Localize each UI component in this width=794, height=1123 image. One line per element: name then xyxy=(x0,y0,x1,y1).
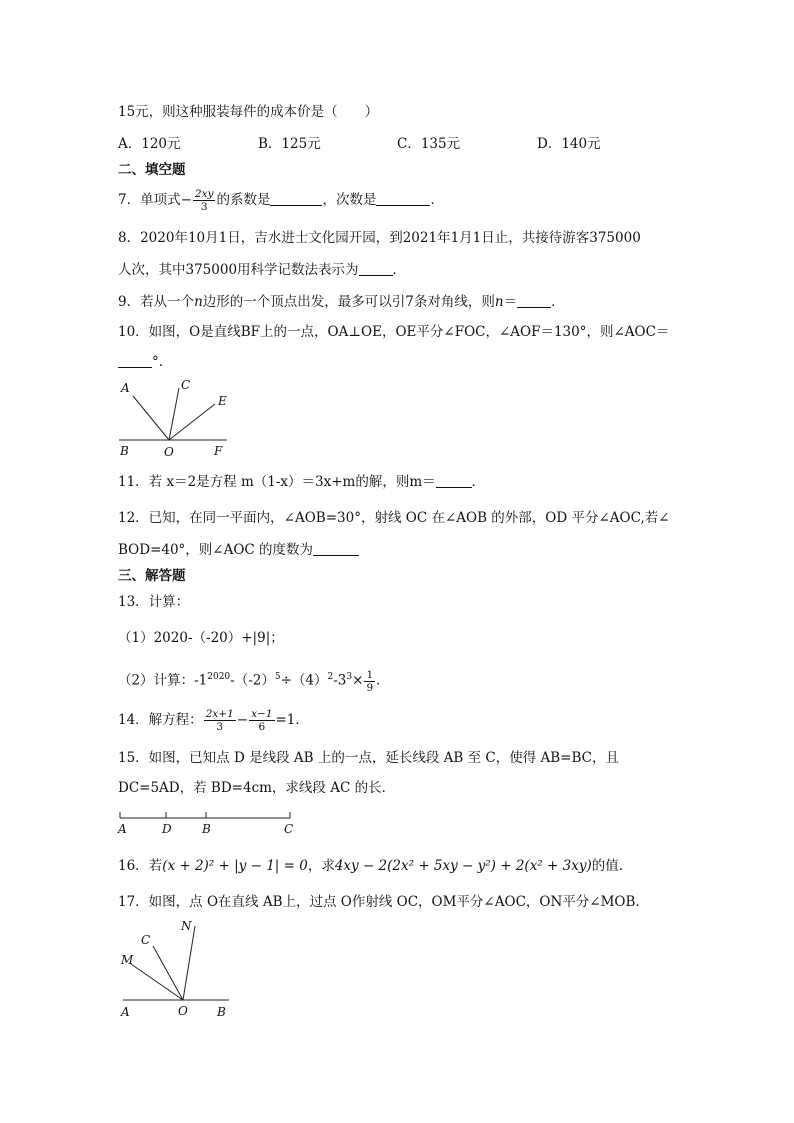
q9-blank xyxy=(517,293,551,308)
q10-ray-oa xyxy=(133,396,169,440)
q17-label-c: C xyxy=(141,933,151,947)
q7-prefix: 7．单项式− xyxy=(118,192,192,208)
question-8-line2 xyxy=(118,260,406,280)
q13-sup1: 2020 xyxy=(207,672,231,682)
q11-end: ． xyxy=(471,474,486,490)
q10-line1: 10．如图，O是直线BF上的一点，OA⊥OE，OE平分∠FOC，∠AOF＝130°，则∠AOC＝ xyxy=(118,324,670,340)
q17-ray-on xyxy=(183,926,195,1000)
q6-option-d: D．140元 xyxy=(537,136,601,152)
question-7 xyxy=(118,188,444,213)
q9-b: 边形的一个顶点出发，最多可以引7条对角线，则 xyxy=(202,294,495,310)
question-13-part2 xyxy=(118,667,390,694)
q16-target-expr: 4xy − 2(2x² + 5xy − y²) + 2(x² + 3xy) xyxy=(334,858,592,874)
q14-f2-den: 6 xyxy=(258,721,266,733)
q13-part2-c: ÷（4） xyxy=(280,672,328,689)
q10-blank xyxy=(118,353,152,368)
question-12-line2 xyxy=(118,540,359,560)
q10-label-e: E xyxy=(218,394,227,408)
q15-label-a: A xyxy=(118,822,127,836)
q6-option-b: B．125元 xyxy=(258,136,321,152)
q7-mid: 的系数是 xyxy=(216,192,271,208)
question-16 xyxy=(118,856,632,876)
q13-sup2: 5 xyxy=(274,672,281,682)
q13-sup3: 2 xyxy=(327,672,334,682)
q11-blank xyxy=(436,473,472,488)
q9-a: 9．若从一个 xyxy=(118,294,195,310)
q17-label-o: O xyxy=(178,1004,188,1018)
q17-ray-om xyxy=(131,964,183,1000)
q10-figure xyxy=(115,376,235,460)
q8-blank xyxy=(359,261,393,276)
q14-minus: − xyxy=(236,712,249,728)
q10-label-b: B xyxy=(120,444,129,458)
q14-prefix: 14．解方程： xyxy=(118,712,203,728)
question-10-line2 xyxy=(118,352,172,372)
q10-label-c: C xyxy=(181,378,191,392)
q10-ray-oe xyxy=(169,404,215,440)
q13-sup4: 3 xyxy=(346,672,353,682)
q13-frac-den: 9 xyxy=(366,681,374,694)
q8-line1: 8．2020年10月1日，吉水进士文化园开园，到2021年1月1日止，共接待游客375000 xyxy=(118,230,641,246)
section-heading-fill-in: 二、填空题 xyxy=(118,162,186,178)
q6-stem-tail: 15元，则这种服装每件的成本价是（ ） xyxy=(118,104,379,120)
q17-ray-oc xyxy=(153,946,183,1000)
q10-label-o: O xyxy=(164,445,174,459)
q8-end: ． xyxy=(392,262,407,278)
q15-label-c: C xyxy=(284,822,294,836)
q6-option-c: C．135元 xyxy=(397,136,461,152)
q7-frac-num: 2xy xyxy=(194,188,214,200)
q12-blank xyxy=(313,541,359,556)
q13-part1: （1）2020-（-20）+|9|； xyxy=(118,630,284,646)
q13-title: 13．计算： xyxy=(118,594,190,610)
section-heading-solve: 三、解答题 xyxy=(118,568,186,584)
q8-line2: 人次，其中375000用科学记数法表示为 xyxy=(118,262,359,278)
q15-figure xyxy=(118,808,308,838)
q13-frac-num: 1 xyxy=(366,668,374,681)
q9-c: ＝ xyxy=(503,294,518,310)
q10-ray-oc xyxy=(169,388,179,440)
question-14 xyxy=(118,708,309,733)
q10-label-a: A xyxy=(121,381,130,395)
question-9 xyxy=(118,292,565,312)
q17-label-b: B xyxy=(217,1005,226,1019)
q7-mid2: ，次数是 xyxy=(322,192,377,208)
q13-end: ． xyxy=(376,672,390,689)
q13-part2-a: （2）计算：-1 xyxy=(118,672,208,689)
q14-f1-num: 2x+1 xyxy=(205,708,234,720)
q17-label-n: N xyxy=(181,919,192,933)
q14-end: =1． xyxy=(275,712,309,728)
q12-line2: BOD=40°，则∠AOC 的度数为 xyxy=(118,542,314,558)
q7-frac-den: 3 xyxy=(200,201,208,213)
q15-label-b: B xyxy=(202,822,211,836)
q11-text: 11．若 x＝2是方程 m（1-x）＝3x+m的解，则m＝ xyxy=(118,474,436,490)
q13-part2-e: × xyxy=(352,672,364,689)
q13-part2-d: -3 xyxy=(333,672,347,689)
q17-label-m: M xyxy=(121,953,134,967)
q7-fraction xyxy=(193,188,216,213)
q7-blank-degree xyxy=(376,191,430,206)
q17-label-a: A xyxy=(121,1005,130,1019)
q12-line1: 12．已知，在同一平面内，∠AOB=30°，射线 OC 在∠AOB 的外部，OD 平分∠AOC,若∠ xyxy=(118,510,670,526)
q16-mid: ，求 xyxy=(307,858,335,874)
q15-line1: 15．如图，已知点 D 是线段 AB 上的一点，延长线段 AB 至 C，使得 AB=BC，且 xyxy=(118,750,619,766)
q10-label-f: F xyxy=(214,444,223,458)
q15-line2: DC=5AD，若 BD=4cm，求线段 AC 的长． xyxy=(118,780,396,796)
q14-fraction-1 xyxy=(204,708,236,733)
q14-f2-num: x−1 xyxy=(251,708,273,720)
q7-end: ． xyxy=(430,192,444,208)
question-11 xyxy=(118,472,485,492)
q9-n2: n xyxy=(494,294,504,310)
q6-option-a: A．120元 xyxy=(118,136,181,152)
q15-label-d: D xyxy=(162,822,172,836)
q10-end: °． xyxy=(152,354,173,370)
q9-n: n xyxy=(194,294,203,310)
q14-fraction-2 xyxy=(249,708,274,733)
q16-prefix: 16．若 xyxy=(118,858,163,874)
q13-part2-b: -（-2） xyxy=(230,672,275,689)
q17-figure xyxy=(115,918,235,1022)
q14-f1-den: 3 xyxy=(216,721,224,733)
q17-text: 17．如图，点 O在直线 AB上，过点 O作射线 OC，OM平分∠AOC，ON平分∠MOB． xyxy=(118,894,649,910)
q16-end: 的值． xyxy=(591,858,633,874)
q9-end: ． xyxy=(551,294,565,310)
q7-blank-coefficient xyxy=(270,191,322,206)
q13-fraction xyxy=(364,669,375,694)
q16-condition-expr: (x + 2)² + |y − 1| = 0 xyxy=(162,858,308,874)
